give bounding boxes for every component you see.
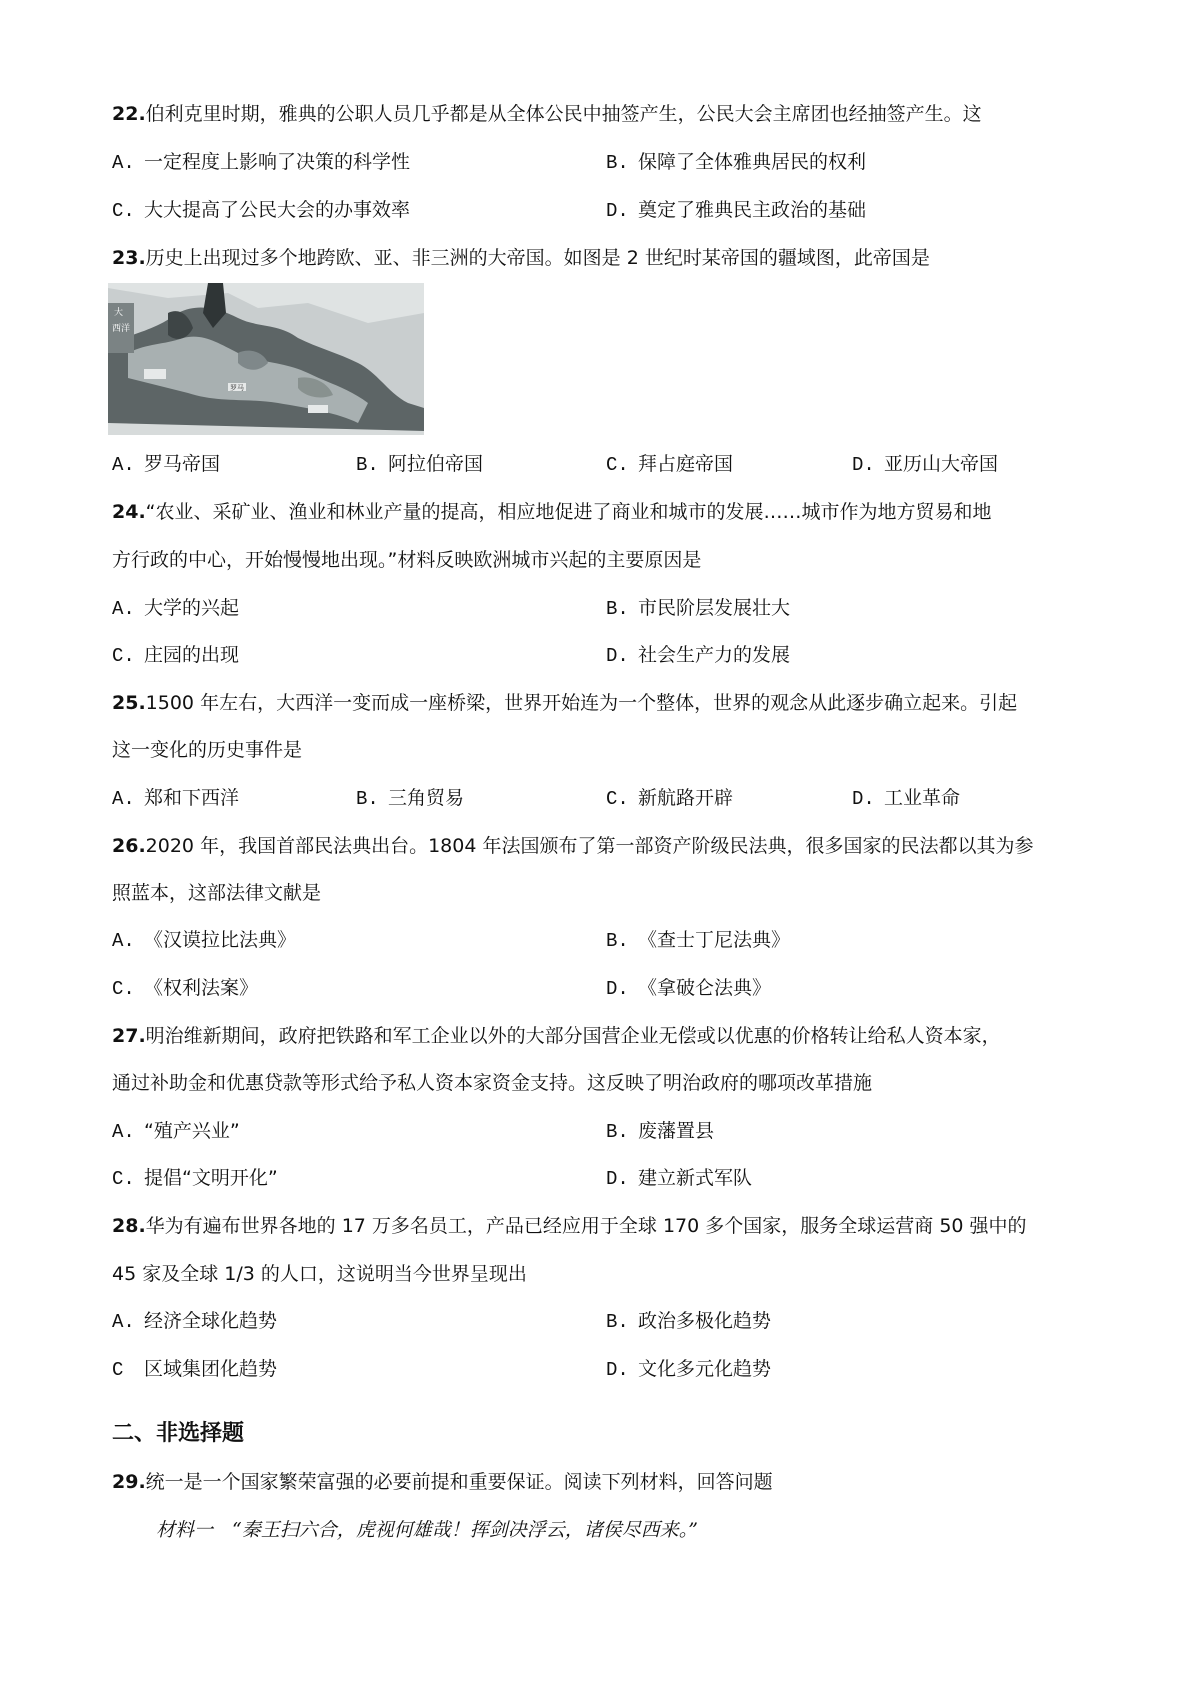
q23-option-a[interactable] bbox=[112, 450, 220, 479]
option-letter: D. bbox=[852, 454, 875, 476]
option-letter: A. bbox=[112, 598, 135, 620]
question-number: 24. bbox=[112, 501, 146, 523]
option-text: 文化多元化趋势 bbox=[638, 1358, 772, 1380]
option-text: 大大提高了公民大会的办事效率 bbox=[144, 199, 411, 221]
question-24-stem-line2: 方行政的中心，开始慢慢地出现。”材料反映欧洲城市兴起的主要原因是 bbox=[112, 549, 702, 571]
q25-option-d[interactable] bbox=[852, 784, 960, 813]
question-number: 28. bbox=[112, 1215, 146, 1237]
option-text: 大学的兴起 bbox=[144, 597, 240, 619]
option-text: 《权利法案》 bbox=[144, 977, 259, 999]
material-1: 材料一 “秦王扫六合，虎视何雄哉！挥剑决浮云，诸侯尽西来。” bbox=[156, 1519, 698, 1541]
q27-option-c[interactable] bbox=[112, 1164, 278, 1193]
option-letter: A. bbox=[112, 1121, 135, 1143]
q26-option-c[interactable] bbox=[112, 974, 258, 1003]
option-text: 罗马帝国 bbox=[144, 453, 221, 475]
map-label: 大 bbox=[114, 308, 124, 318]
option-text: 《拿破仑法典》 bbox=[638, 977, 772, 999]
option-text: 经济全球化趋势 bbox=[144, 1310, 278, 1332]
option-text: 建立新式军队 bbox=[638, 1167, 753, 1189]
question-text: 华为有遍布世界各地的 17 万多名员工，产品已经应用于全球 170 多个国家，服务全球运营商 50 强中的 bbox=[145, 1215, 1027, 1237]
question-number: 22. bbox=[112, 103, 146, 125]
question-26-stem-line2: 照蓝本，这部法律文献是 bbox=[112, 882, 322, 904]
question-text: 明治维新期间，政府把铁路和军工企业以外的大部分国营企业无偿或以优惠的价格转让给私人资本家， bbox=[145, 1025, 1001, 1047]
question-22-stem bbox=[112, 100, 982, 128]
question-number: 26. bbox=[112, 835, 146, 857]
question-26-stem-line1 bbox=[112, 832, 1033, 860]
q27-option-d[interactable] bbox=[606, 1164, 752, 1193]
option-letter: B. bbox=[606, 152, 629, 174]
q28-option-b[interactable] bbox=[606, 1307, 771, 1336]
question-25-stem-line2: 这一变化的历史事件是 bbox=[112, 739, 303, 761]
option-letter: B. bbox=[606, 930, 629, 952]
question-text: 伯利克里时期，雅典的公职人员几乎都是从全体公民中抽签产生，公民大会主席团也经抽签产生。这 bbox=[145, 103, 982, 125]
q23-option-b[interactable] bbox=[356, 450, 483, 479]
option-letter: B. bbox=[606, 598, 629, 620]
q25-option-c[interactable] bbox=[606, 784, 733, 813]
option-text: 亚历山大帝国 bbox=[884, 453, 999, 475]
map-illustration bbox=[108, 283, 424, 435]
question-29-stem bbox=[112, 1468, 773, 1496]
option-text: 新航路开辟 bbox=[638, 787, 734, 809]
option-letter: C. bbox=[112, 978, 135, 1000]
option-letter: C. bbox=[606, 454, 629, 476]
option-letter: D. bbox=[852, 788, 875, 810]
q28-option-d[interactable] bbox=[606, 1355, 771, 1384]
option-text: 保障了全体雅典居民的权利 bbox=[638, 151, 867, 173]
option-text: 提倡“文明开化” bbox=[144, 1167, 278, 1189]
q22-option-d[interactable] bbox=[606, 196, 866, 225]
option-text: 工业革命 bbox=[884, 787, 961, 809]
q24-option-b[interactable] bbox=[606, 594, 790, 623]
section-title: 二、非选择题 bbox=[112, 1421, 245, 1446]
q23-option-c[interactable] bbox=[606, 450, 733, 479]
question-text: 历史上出现过多个地跨欧、亚、非三洲的大帝国。如图是 2 世纪时某帝国的疆域图，此帝国是 bbox=[145, 247, 930, 269]
option-letter: B. bbox=[356, 788, 379, 810]
q27-option-a[interactable] bbox=[112, 1117, 240, 1146]
option-text: 政治多极化趋势 bbox=[638, 1310, 772, 1332]
q28-option-a[interactable] bbox=[112, 1307, 277, 1336]
q26-option-b[interactable] bbox=[606, 926, 790, 955]
q24-option-a[interactable] bbox=[112, 594, 239, 623]
option-letter: D. bbox=[606, 200, 629, 222]
question-text: 统一是一个国家繁荣富强的必要前提和重要保证。阅读下列材料，回答问题 bbox=[145, 1471, 773, 1493]
option-letter: B. bbox=[606, 1121, 629, 1143]
option-text: 庄园的出现 bbox=[144, 644, 240, 666]
option-letter: D. bbox=[606, 645, 629, 667]
option-text: 一定程度上影响了决策的科学性 bbox=[144, 151, 411, 173]
option-letter: C. bbox=[112, 645, 135, 667]
question-28-stem-line1 bbox=[112, 1212, 1027, 1240]
q26-option-a[interactable] bbox=[112, 926, 296, 955]
question-23-stem bbox=[112, 244, 930, 272]
q25-option-a[interactable] bbox=[112, 784, 239, 813]
option-text: 郑和下西洋 bbox=[144, 787, 240, 809]
question-text: 1500 年左右，大西洋一变而成一座桥梁，世界开始连为一个整体，世界的观念从此逐步确立起来。引起 bbox=[145, 692, 1018, 714]
q22-option-a[interactable] bbox=[112, 148, 410, 177]
question-27-stem-line1 bbox=[112, 1022, 1001, 1050]
question-number: 29. bbox=[112, 1471, 146, 1493]
option-text: 市民阶层发展壮大 bbox=[638, 597, 791, 619]
option-text: 《查士丁尼法典》 bbox=[638, 929, 791, 951]
option-text: 废藩置县 bbox=[638, 1120, 715, 1142]
option-text: 三角贸易 bbox=[388, 787, 465, 809]
q26-option-d[interactable] bbox=[606, 974, 771, 1003]
option-letter: A. bbox=[112, 1311, 135, 1333]
option-letter: B. bbox=[356, 454, 379, 476]
option-letter: A. bbox=[112, 930, 135, 952]
option-text: 社会生产力的发展 bbox=[638, 644, 791, 666]
empire-map-image bbox=[108, 283, 424, 435]
question-number: 27. bbox=[112, 1025, 146, 1047]
map-label: 罗马 bbox=[230, 384, 244, 392]
q25-option-b[interactable] bbox=[356, 784, 464, 813]
q24-option-c[interactable] bbox=[112, 641, 239, 670]
question-text: “农业、采矿业、渔业和林业产量的提高，相应地促进了商业和城市的发展……城市作为地方贸易和地 bbox=[145, 501, 992, 523]
option-text: 《汉谟拉比法典》 bbox=[144, 929, 297, 951]
q27-option-b[interactable] bbox=[606, 1117, 714, 1146]
question-number: 23. bbox=[112, 247, 146, 269]
option-letter: C. bbox=[112, 200, 135, 222]
q24-option-d[interactable] bbox=[606, 641, 790, 670]
question-25-stem-line1 bbox=[112, 689, 1017, 717]
option-text: “殖产兴业” bbox=[144, 1120, 240, 1142]
option-letter: A. bbox=[112, 152, 135, 174]
option-letter: C bbox=[112, 1359, 124, 1381]
q28-option-c[interactable] bbox=[112, 1355, 277, 1384]
option-letter: D. bbox=[606, 1359, 629, 1381]
option-text: 阿拉伯帝国 bbox=[388, 453, 484, 475]
map-label: 西洋 bbox=[112, 324, 131, 334]
option-letter: A. bbox=[112, 788, 135, 810]
option-letter: D. bbox=[606, 978, 629, 1000]
option-letter: D. bbox=[606, 1168, 629, 1190]
option-letter: A. bbox=[112, 454, 135, 476]
option-letter: C. bbox=[112, 1168, 135, 1190]
question-28-stem-line2: 45 家及全球 1/3 的人口，这说明当今世界呈现出 bbox=[112, 1263, 527, 1285]
question-number: 25. bbox=[112, 692, 146, 714]
option-letter: B. bbox=[606, 1311, 629, 1333]
q22-option-c[interactable] bbox=[112, 196, 410, 225]
question-27-stem-line2: 通过补助金和优惠贷款等形式给予私人资本家资金支持。这反映了明治政府的哪项改革措施 bbox=[112, 1072, 873, 1094]
option-letter: C. bbox=[606, 788, 629, 810]
option-text: 拜占庭帝国 bbox=[638, 453, 734, 475]
question-24-stem-line1 bbox=[112, 498, 992, 526]
q23-option-d[interactable] bbox=[852, 450, 998, 479]
q22-option-b[interactable] bbox=[606, 148, 866, 177]
option-text: 区域集团化趋势 bbox=[144, 1358, 278, 1380]
option-text: 奠定了雅典民主政治的基础 bbox=[638, 199, 867, 221]
question-text: 2020 年，我国首部民法典出台。1804 年法国颁布了第一部资产阶级民法典，很多国家的民法都以其为参 bbox=[145, 835, 1034, 857]
